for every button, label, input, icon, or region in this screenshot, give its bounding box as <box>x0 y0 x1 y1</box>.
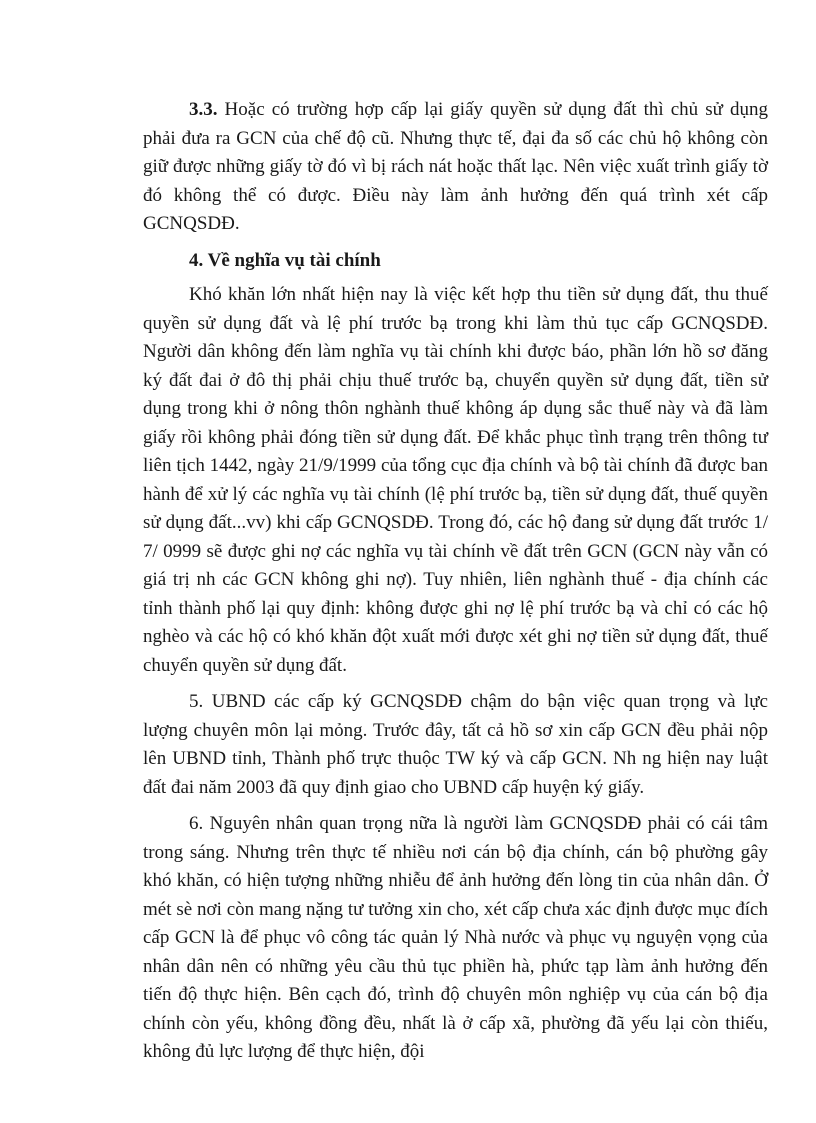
paragraph-5: 5. UBND các cấp ký GCNQSDĐ chậm do bận việc quan trọng và lực lượng chuyên môn lại mỏng. Trước đây, tất cả hồ sơ xin cấp GCN đều phải nộp lên UBND tỉnh, Thành phố trực thuộc TW ký và cấp GCN. Nh ng hiện nay luật đất đai năm 2003 đã quy định giao cho UBND cấp huyện ký giấy. <box>143 691 768 798</box>
paragraph-text: Hoặc có trường hợp cấp lại giấy quyền sử dụng đất thì chủ sử dụng phải đưa ra GCN của chế độ cũ. Nhưng thực tế, đại đa số các chủ hộ không còn giữ được những giấy tờ đó vì bị rách nát hoặc thất lạc. Nên việc xuất trình giấy tờ đó không thể có được. Điều này làm ảnh hưởng đến quá trình xét cấp GCNQSDĐ. <box>143 99 768 234</box>
paragraph-4: Khó khăn lớn nhất hiện nay là việc kết hợp thu tiền sử dụng đất, thu thuế quyền sử dụng đất và lệ phí trước bạ trong khi làm thủ tục cấp GCNQSDĐ. Người dân không đến làm nghĩa vụ tài chính khi được báo, phần lớn hồ sơ đăng ký đất đai ở đô thị phải chịu thuế trước bạ, chuyển quyền sử dụng đất, tiền sử dụng trong khi ở nông thôn nghành thuế không áp dụng sắc thuế này và đã làm giấy rồi không phải đóng tiền sử dụng đất. Để khắc phục tình trạng trên thông tư liên tịch 1442, ngày 21/9/1999 của tổng cục địa chính và bộ tài chính đã được ban hành để xử lý các nghĩa vụ tài chính (lệ phí trước bạ, tiền sử dụng đất, thuế quyền sử dụng đất...vv) khi cấp GCNQSDĐ. Trong đó, các hộ đang sử dụng đất trước 1/ 7/ 0999 sẽ được ghi nợ các nghĩa vụ tài chính về đất trên GCN (GCN này vẫn có giá trị nh các GCN không ghi nợ). Tuy nhiên, liên nghành thuế - địa chính các tỉnh thành phố lại quy định: không được ghi nợ lệ phí trước bạ và chỉ có các hộ nghèo và các hộ có khó khăn đột xuất mới được xét ghi nợ tiền sử dụng đất, thuế chuyển quyền sử dụng đất. <box>143 284 768 676</box>
paragraph-3-3 <box>143 96 768 239</box>
document-page <box>143 96 768 1075</box>
section-number: 3.3. <box>189 99 218 120</box>
section-heading-4: 4. Về nghĩa vụ tài chính <box>189 249 381 271</box>
paragraph-6: 6. Nguyên nhân quan trọng nữa là người làm GCNQSDĐ phải có cái tâm trong sáng. Nhưng trên thực tế nhiều nơi cán bộ địa chính, cán bộ phường gây khó khăn, có hiện tượng những nhiễu để ảnh hưởng đến lòng tin của nhân dân. Ở mét sè nơi còn mang nặng tư tưởng xin cho, xét cấp chưa xác định được mục đích cấp GCN là để phục vô công tác quản lý Nhà nước và phục vụ nguyện vọng của nhân dân nên có những yêu cầu thủ tục phiền hà, phức tạp làm ảnh hưởng đến tiến độ thực hiện. Bên cạch đó, trình độ chuyên môn nghiệp vụ của cán bộ địa chính còn yếu, không đồng đều, nhất là ở cấp xã, phường đã yếu lại còn thiếu, không đủ lực lượng để thực hiện, đội <box>143 813 768 1062</box>
